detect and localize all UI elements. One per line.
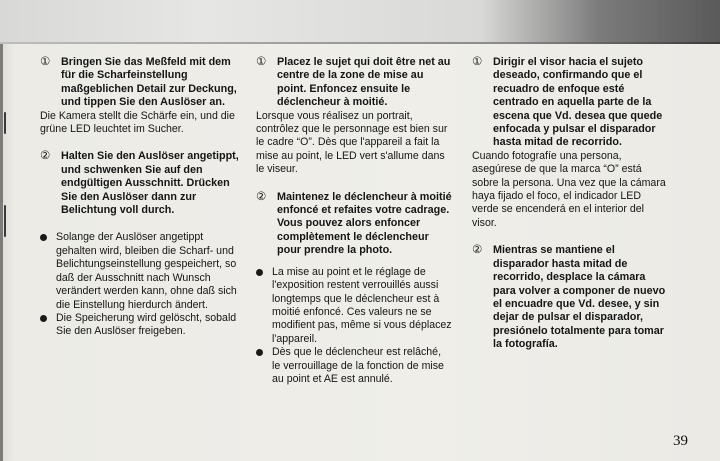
spanish-column	[472, 56, 668, 352]
bullet-icon	[256, 269, 263, 276]
bullet-text: Die Speicherung wird gelöscht, sobald Sie den Auslöser freigeben.	[56, 311, 237, 338]
binding-mark	[4, 112, 6, 134]
german-step-1	[40, 56, 240, 110]
spanish-step-1	[472, 56, 668, 150]
step-number: ②	[40, 150, 51, 163]
step-title: Bringen Sie das Meßfeld mit dem für die Scharfeinstellung maßgeblichen Detail zur Deckung, und tippen Sie den Auslöser an.	[61, 56, 237, 109]
french-column	[256, 56, 452, 386]
step-number: ①	[256, 56, 267, 68]
french-step-1	[256, 56, 452, 110]
list-item	[40, 312, 240, 339]
list-item	[256, 346, 452, 386]
step-number: ①	[40, 56, 51, 68]
bullet-icon	[40, 315, 47, 322]
german-step-2	[40, 150, 240, 217]
bullet-icon	[40, 234, 47, 241]
step-title: Placez le sujet qui doit être net au centre de la zone de mise au point. Enfoncez ensuite le déclencheur à moitié.	[277, 56, 451, 109]
list-item	[40, 231, 240, 311]
step-title: Maintenez le déclencheur à moitié enfoncé et refaites votre cadrage. Vous pouvez alors enfoncer complètement le déclencheur pour prendre la photo.	[277, 190, 452, 257]
step-title: Dirigir el visor hacia el sujeto deseado, confirmando que el recuadro de enfoque esté centrado en aquella parte de la escena que Vd. desea que quede enfocada y pulsar el disparador hasta mitad de recorrido.	[493, 56, 663, 149]
list-item	[256, 266, 452, 346]
french-step-2	[256, 191, 452, 258]
binding-mark	[4, 205, 6, 237]
step-body: Die Kamera stellt die Schärfe ein, und die grüne LED leuchtet im Sucher.	[40, 109, 235, 136]
step-body: Cuando fotografíe una persona, asegúrese de que la marca “O” está sobre la persona. Una vez que la cámara haya fijado el foco, el indicador LED verde se encenderá en el interior del visor.	[472, 149, 666, 229]
page-number: 39	[673, 433, 688, 449]
bullet-text: Solange der Auslöser angetippt gehalten wird, bleiben die Scharf- und Belichtungseinstellung gespeichert, so daß der Ausschnitt nach Wunsch verändert werden kann, ohne daß sich die Einstellung hierdurch ändert.	[56, 231, 237, 311]
step-number: ①	[472, 56, 483, 68]
bullet-text: Dès que le déclencheur est relâché, le verrouillage de la fonction de mise au point et AE est annulé.	[272, 346, 444, 385]
step-number: ②	[472, 244, 483, 257]
bullet-icon	[256, 349, 263, 356]
step-number: ②	[256, 190, 267, 203]
step-title: Halten Sie den Auslöser angetippt, und schwenken Sie auf den endgültigen Ausschnitt. Drücken Sie den Auslöser dann zur Belichtung voll durch.	[61, 150, 239, 217]
page-left-edge	[0, 44, 3, 461]
scan-top-band	[0, 0, 720, 44]
step-title: Mientras se mantiene el disparador hasta mitad de recorrido, desplace la cámara para volver a componer de nuevo el encuadre que Vd. desee, y sin dejar de pulsar el disparador, presiónelo totalmente para tomar la fotografía.	[493, 244, 666, 351]
german-column	[40, 56, 240, 339]
step-body: Lorsque vous réalisez un portrait, contrôlez que le personnage est bien sur le cadre “O”. Dès que l'appareil a fait la mise au point, le LED vert s'allume dans le viseur.	[256, 109, 448, 176]
spanish-step-2	[472, 244, 668, 351]
bullet-text: La mise au point et le réglage de l'exposition restent verrouillés aussi longtemps que le déclencheur est à moitié enfoncé. Ces valeurs ne se modifient pas, même si vous déplacez l'appareil.	[272, 265, 452, 345]
